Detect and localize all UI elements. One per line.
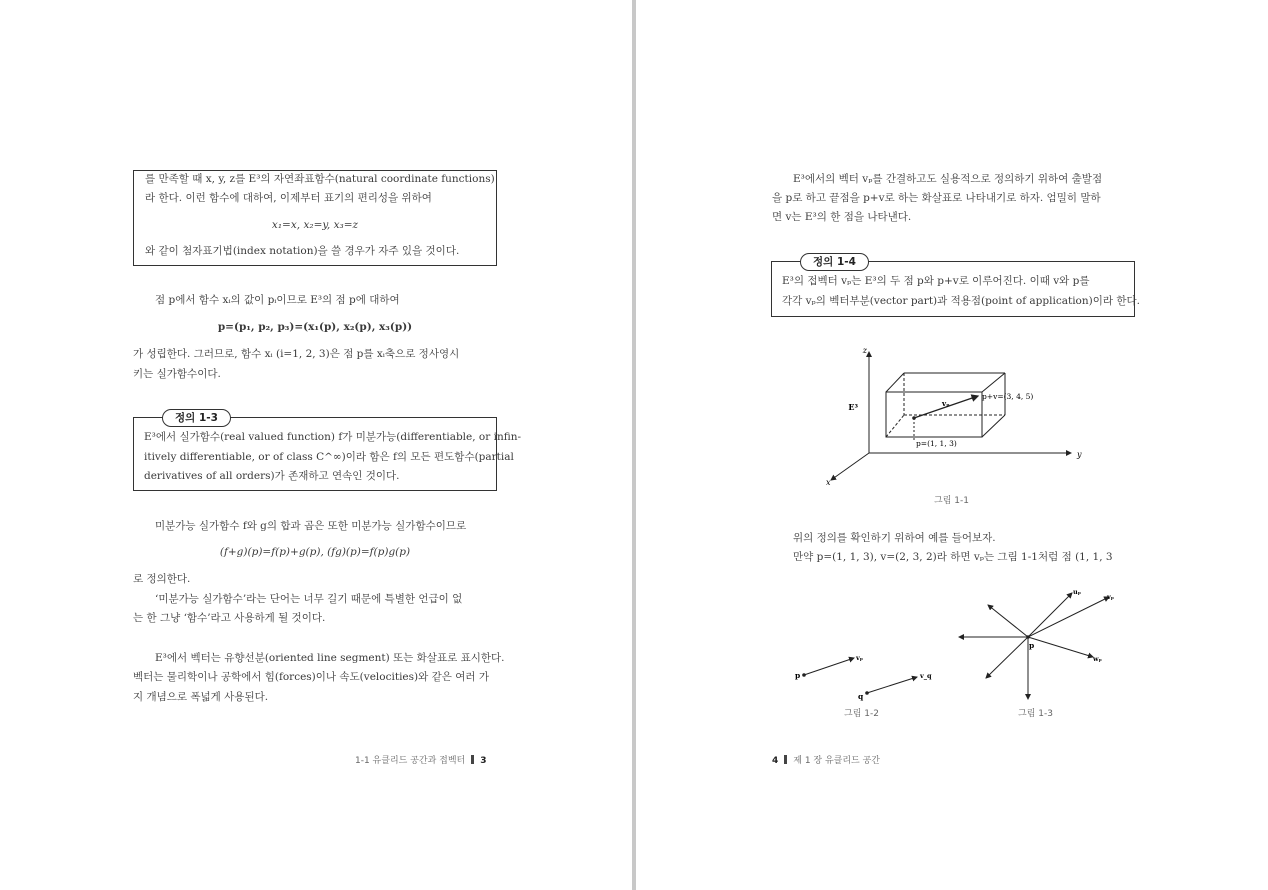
footer-bar bbox=[784, 755, 787, 764]
para2-line-4: 는 한 그냥 ‘함수’라고 사용하게 될 것이다. bbox=[133, 612, 326, 624]
para2-line-2: 로 정의한다. bbox=[133, 573, 191, 585]
box-line-1: 를 만족할 때 x, y, z를 E³의 자연좌표함수(natural coordinate functions) bbox=[145, 173, 495, 185]
definition-1-3-title: 정의 1-3 bbox=[162, 409, 231, 427]
para1-line-2: 가 성립한다. 그러므로, 함수 xᵢ (i=1, 2, 3)은 점 p를 xᵢ축으로 정사영시 bbox=[133, 348, 460, 360]
para2-line-3: ‘미분가능 실가함수’라는 단어는 너무 길기 때문에 특별한 언급이 없 bbox=[155, 593, 463, 605]
footer-section: 제 1 장 유클리드 공간 bbox=[793, 756, 880, 766]
para1-line-1: 점 p에서 함수 xᵢ의 값이 pᵢ이므로 E³의 점 p에 대하여 bbox=[155, 294, 400, 306]
fig13-up: uₚ bbox=[1073, 588, 1081, 596]
fig12-vp: vₚ bbox=[856, 654, 864, 662]
label-z: z bbox=[862, 346, 867, 355]
figure-1-2 bbox=[786, 640, 946, 710]
intro-line-1: E³에서의 벡터 vₚ를 간결하고도 실용적으로 정의하기 위하여 출발점 bbox=[793, 173, 1103, 185]
definition-1-4-title: 정의 1-4 bbox=[800, 253, 869, 271]
fig12-q: q bbox=[858, 692, 864, 701]
footer-bar bbox=[471, 755, 474, 764]
label-e3: E³ bbox=[848, 402, 858, 412]
box-formula: x₁=x, x₂=y, x₃=z bbox=[271, 219, 359, 231]
para3-line-2: 벡터는 물리학이나 공학에서 힘(forces)이나 속도(velocities)와 같은 여러 가 bbox=[133, 671, 489, 683]
figure-1-3-caption: 그림 1-3 bbox=[1018, 709, 1053, 719]
label-y: y bbox=[1077, 450, 1082, 459]
box-line-2: 라 한다. 이런 함수에 대하여, 이제부터 표기의 편리성을 위하여 bbox=[145, 192, 432, 204]
x-axis bbox=[831, 453, 869, 480]
para1-line-3: 키는 실가함수이다. bbox=[133, 368, 221, 380]
box-line-3: 와 같이 첨자표기법(index notation)을 쓸 경우가 자주 있을 것이다. bbox=[145, 245, 460, 257]
para3-line-1: E³에서 벡터는 유향선분(oriented line segment) 또는 화살표로 표시한다. bbox=[155, 652, 505, 664]
left-footer bbox=[355, 753, 487, 766]
figure-1-1 bbox=[816, 340, 1096, 490]
fig13-wp: wₚ bbox=[1093, 655, 1102, 663]
def13-line-1: E³에서 실가함수(real valued function) f가 미분가능(differentiable, or infin- bbox=[144, 431, 522, 443]
left-page bbox=[0, 0, 632, 890]
para-line-2: 만약 p=(1, 1, 3), v=(2, 3, 2)라 하면 vₚ는 그림 1-1처럼 점 (1, 1, 3 bbox=[793, 551, 1113, 563]
fig13-vp: vₚ bbox=[1107, 593, 1115, 601]
def14-line-1: E³의 접벡터 vₚ는 E³의 두 점 p와 p+v로 이루어진다. 이때 v와 p를 bbox=[782, 275, 1090, 287]
def13-line-3: derivatives of all orders)가 존재하고 연속인 것이다. bbox=[144, 470, 400, 482]
footer-section: 1-1 유클리드 공간과 접벡터 bbox=[355, 756, 466, 766]
para2-formula: (f+g)(p)=f(p)+g(p), (fg)(p)=f(p)g(p) bbox=[219, 546, 411, 558]
fig12-p: p bbox=[795, 671, 801, 680]
figure-1-1-caption: 그림 1-1 bbox=[934, 496, 969, 506]
intro-line-3: 면 v는 E³의 한 점을 나타낸다. bbox=[772, 211, 912, 223]
label-start: p=(1, 1, 3) bbox=[916, 439, 957, 448]
label-x: x bbox=[826, 478, 831, 487]
figure-1-2-caption: 그림 1-2 bbox=[844, 709, 879, 719]
right-footer bbox=[772, 753, 880, 766]
label-vp: vₚ bbox=[942, 399, 950, 408]
intro-line-2: 을 p로 하고 끝점을 p+v로 하는 화살표로 나타내기로 하자. 엄밀히 말하 bbox=[772, 192, 1101, 204]
figure-1-3 bbox=[951, 585, 1121, 705]
fig13-p: p bbox=[1029, 641, 1035, 650]
para-line-1: 위의 정의를 확인하기 위하여 예를 들어보자. bbox=[793, 532, 996, 544]
page-number: 4 bbox=[772, 756, 779, 766]
para1-formula: p=(p₁, p₂, p₃)=(x₁(p), x₂(p), x₃(p)) bbox=[217, 321, 413, 333]
para3-line-3: 지 개념으로 폭넓게 사용된다. bbox=[133, 691, 269, 703]
def14-line-2: 각각 vₚ의 벡터부분(vector part)과 적용점(point of application)이라 한다. bbox=[782, 295, 1140, 307]
para2-line-1: 미분가능 실가함수 f와 g의 합과 곱은 또한 미분가능 실가함수이므로 bbox=[155, 520, 467, 532]
fig12-vq: v_q bbox=[920, 672, 932, 680]
page-number: 3 bbox=[480, 756, 487, 766]
def13-line-2: itively differentiable, or of class C^∞)이라 함은 f의 모든 편도함수(partial bbox=[144, 451, 514, 463]
right-page bbox=[636, 0, 1268, 890]
label-end: p+v=(3, 4, 5) bbox=[982, 392, 1034, 401]
